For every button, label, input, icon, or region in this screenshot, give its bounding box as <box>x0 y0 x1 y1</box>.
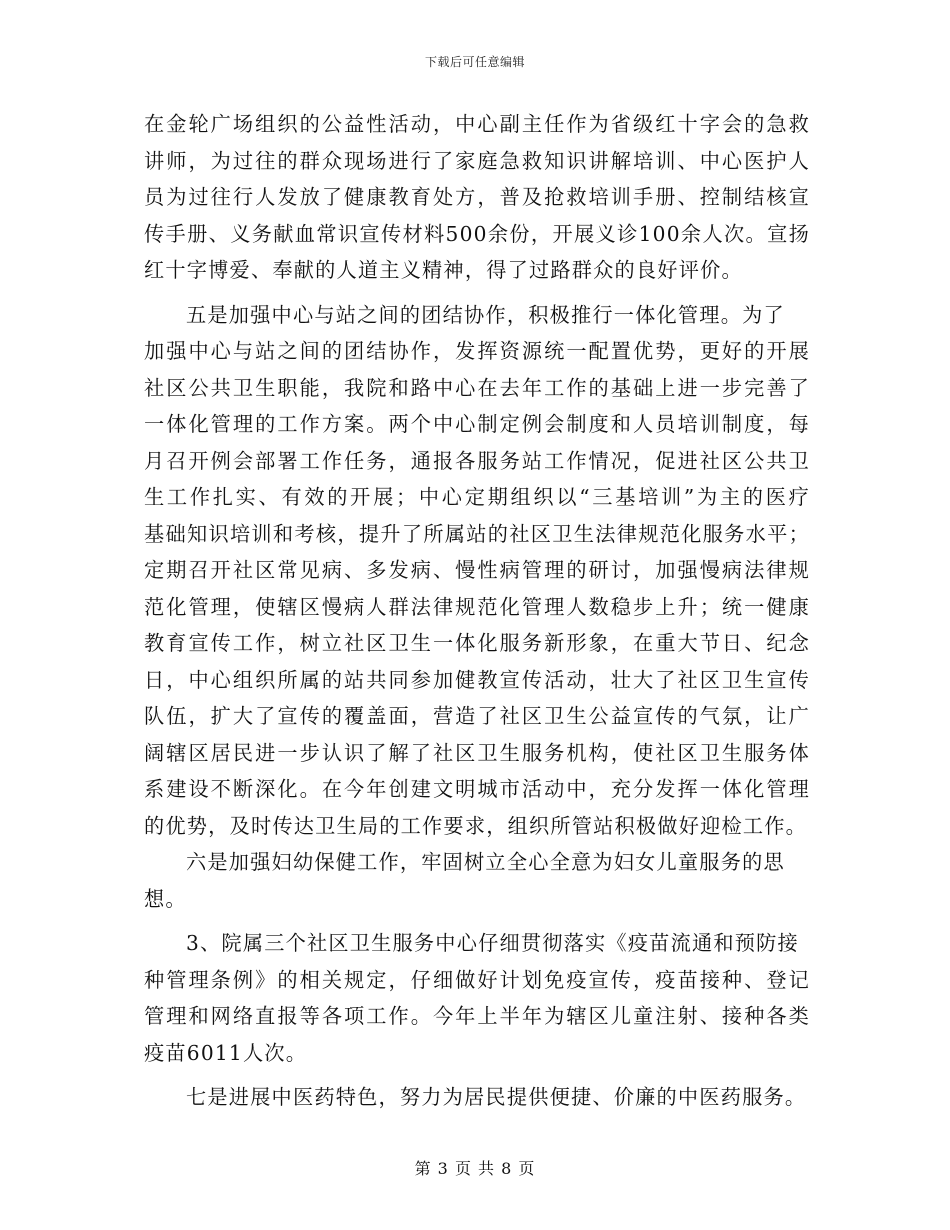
text-line: 日，中心组织所属的站共同参加健教宣传活动，壮大了社区卫生宣传 <box>144 667 810 692</box>
text-line: 生工作扎实、有效的开展；中心定期组织以“三基培训”为主的医疗 <box>144 485 810 509</box>
paragraph <box>144 844 810 917</box>
text-line: 基础知识培训和考核，提升了所属站的社区卫生法律规范化服务水平； <box>144 521 810 546</box>
text-line: 传手册、义务献血常识宣传材料500余份，开展义诊100余人次。宣扬 <box>144 221 810 246</box>
text-line: 想。 <box>144 886 187 911</box>
text-line: 种管理条例》的相关规定，仔细做好计划免疫宣传，疫苗接种、登记 <box>144 967 810 992</box>
text-line: 管理和网络直报等各项工作。今年上半年为辖区儿童注射、接种各类 <box>144 1004 810 1028</box>
text-line: 定期召开社区常见病、多发病、慢性病管理的研讨，加强慢病法律规 <box>144 558 810 582</box>
paragraph <box>144 297 810 845</box>
text-line: 月召开例会部署工作任务，通报各服务站工作情况，促进社区公共卫 <box>144 448 810 473</box>
text-line: 讲师，为过往的群众现场进行了家庭急救知识讲解培训、中心医护人 <box>144 148 810 173</box>
paragraph <box>144 1079 810 1116</box>
text-line: 在金轮广场组织的公益性活动，中心副主任作为省级红十字会的急救 <box>144 112 810 136</box>
text-line: 社区公共卫生职能，我院和路中心在去年工作的基础上进一步完善了 <box>144 375 810 400</box>
text-line: 队伍，扩大了宣传的覆盖面，营造了社区卫生公益宣传的气氛，让广 <box>144 704 810 728</box>
page-header: 下载后可任意编辑 <box>424 55 525 69</box>
text-line: 五是加强中心与站之间的团结协作，积极推行一体化管理。为了 <box>186 302 785 327</box>
paragraph <box>144 925 810 1071</box>
text-line: 一体化管理的工作方案。两个中心制定例会制度和人员培训制度，每 <box>144 412 810 436</box>
text-line: 系建设不断深化。在今年创建文明城市活动中，充分发挥一体化管理 <box>144 777 810 801</box>
text-line: 员为过往行人发放了健康教育处方，普及抢救培训手册、控制结核宣 <box>144 185 810 209</box>
text-line: 教育宣传工作，树立社区卫生一体化服务新形象，在重大节日、纪念 <box>144 631 810 655</box>
text-line: 3、院属三个社区卫生服务中心仔细贯彻落实《疫苗流通和预防接 <box>186 931 799 955</box>
text-line: 加强中心与站之间的团结协作，发挥资源统一配置优势，更好的开展 <box>144 339 810 363</box>
page-number-footer: 第 3 页 共 8 页 <box>414 1159 536 1178</box>
text-line: 阔辖区居民进一步认识了解了社区卫生服务机构，使社区卫生服务体 <box>144 740 810 765</box>
text-line: 的优势，及时传达卫生局的工作要求，组织所管站积极做好迎检工作。 <box>144 813 808 838</box>
text-line: 七是进展中医药特色，努力为居民提供便捷、价廉的中医药服务。 <box>186 1085 807 1109</box>
text-line: 红十字博爱、奉献的人道主义精神，得了过路群众的良好评价。 <box>144 258 743 282</box>
text-line: 疫苗6011人次。 <box>144 1040 308 1065</box>
document-body <box>144 106 810 1116</box>
paragraph <box>144 106 810 289</box>
text-line: 六是加强妇幼保健工作，牢固树立全心全意为妇女儿童服务的思 <box>186 850 785 874</box>
text-line: 范化管理，使辖区慢病人群法律规范化管理人数稳步上升；统一健康 <box>144 594 810 619</box>
